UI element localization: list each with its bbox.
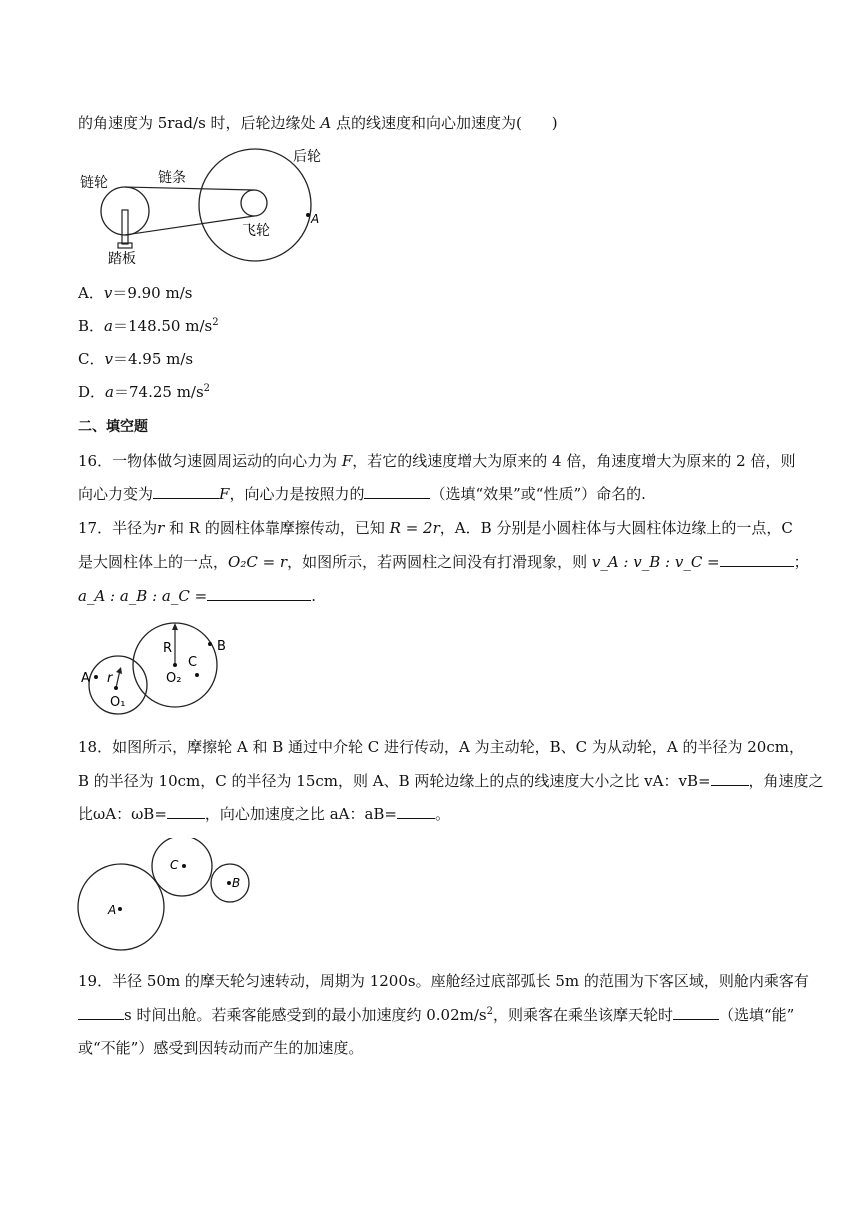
section-title: 二、填空题 (78, 419, 148, 435)
label-c: C (188, 655, 198, 670)
label-flywheel: 飞轮 (242, 223, 270, 239)
answer-blank[interactable] (78, 1004, 124, 1020)
answer-blank[interactable] (711, 770, 749, 786)
q19-line2: s 时间出舱。若乘客能感受到的最小加速度约 $0.02m/s^2$，则乘客在乘坐该摩天轮时 （选填“能” (78, 1004, 794, 1026)
q19-line1: 19．半径 50m 的摩天轮匀速转动，周期为 1200s。座舱经过底部弧长 5m 的范围为下客区域，则舱内乘客有 (78, 972, 809, 990)
cylinders-diagram (78, 620, 238, 720)
label-o1: O₁ (110, 695, 126, 710)
bicycle-diagram (76, 142, 336, 268)
label-a: A (108, 903, 117, 917)
q17-line3: a_A : a_B : a_C = . (78, 587, 316, 605)
q19-line3: 或“不能”）感受到因转动而产生的加速度。 (78, 1039, 364, 1057)
answer-blank[interactable] (153, 483, 219, 499)
q18-line1: 18．如图所示，摩擦轮 A 和 B 通过中介轮 C 进行传动，A 为主动轮，B、C 为从动轮，A 的半径为 20cm， (78, 738, 804, 756)
label-chain-wheel: 链轮 (80, 175, 108, 191)
label-pedal: 踏板 (108, 251, 136, 267)
label-rear-wheel: 后轮 (293, 149, 321, 165)
label-chain: 链条 (158, 170, 186, 186)
label-o2: O₂ (166, 671, 182, 686)
answer-blank[interactable] (167, 803, 205, 819)
option-b: B．a＝148.50 $m/s^2$ (78, 317, 219, 335)
q16-line1: 16．一物体做匀速圆周运动的向心力为 F，若它的线速度增大为原来的 4 倍，角速度增大为原来的 2 倍，则 (78, 452, 796, 470)
q18-line3: 比ωA：ωB= ，向心加速度之比 aA：aB= 。 (78, 805, 451, 823)
label-a: A (81, 671, 90, 686)
answer-blank[interactable] (720, 551, 794, 567)
q17-line2: 是大圆柱体上的一点，O₂C = r，如图所示，若两圆柱之间没有打滑现象，则 v_A : v_B : v_C = ； (78, 553, 809, 571)
q16-line2: 向心力变为 F，向心力是按照力的 （选填“效果”或“性质”）命名的. (78, 485, 646, 503)
label-small-r: r (107, 671, 113, 686)
option-c: C．v＝4.95 m/s (78, 350, 194, 368)
q17-line1: 17．半径为r 和 R 的圆柱体靠摩擦传动，已知 R = 2r，A．B 分别是小圆柱体与大圆柱体边缘上的一点，C (78, 519, 793, 537)
label-big-r: R (163, 641, 173, 656)
answer-blank[interactable] (673, 1004, 719, 1020)
label-b: B (217, 639, 226, 654)
option-d: D．a＝74.25 $m/s^2$ (78, 383, 211, 401)
q15-stem: 的角速度为 5rad/s 时，后轮边缘处 A 点的线速度和向心加速度为( ) (78, 114, 558, 132)
q18-line2: B 的半径为 10cm，C 的半径为 15cm，则 A、B 两轮边缘上的点的线速度大小之比 vA：vB= ，角速度之 (78, 772, 824, 790)
label-b: B (232, 876, 241, 890)
label-c: C (170, 858, 179, 872)
option-a: A．v＝9.90 m/s (78, 284, 193, 302)
friction-wheels-diagram (76, 838, 256, 954)
label-point-a: A (311, 212, 320, 226)
answer-blank[interactable] (364, 483, 430, 499)
answer-blank[interactable] (397, 803, 435, 819)
answer-blank[interactable] (207, 585, 311, 601)
